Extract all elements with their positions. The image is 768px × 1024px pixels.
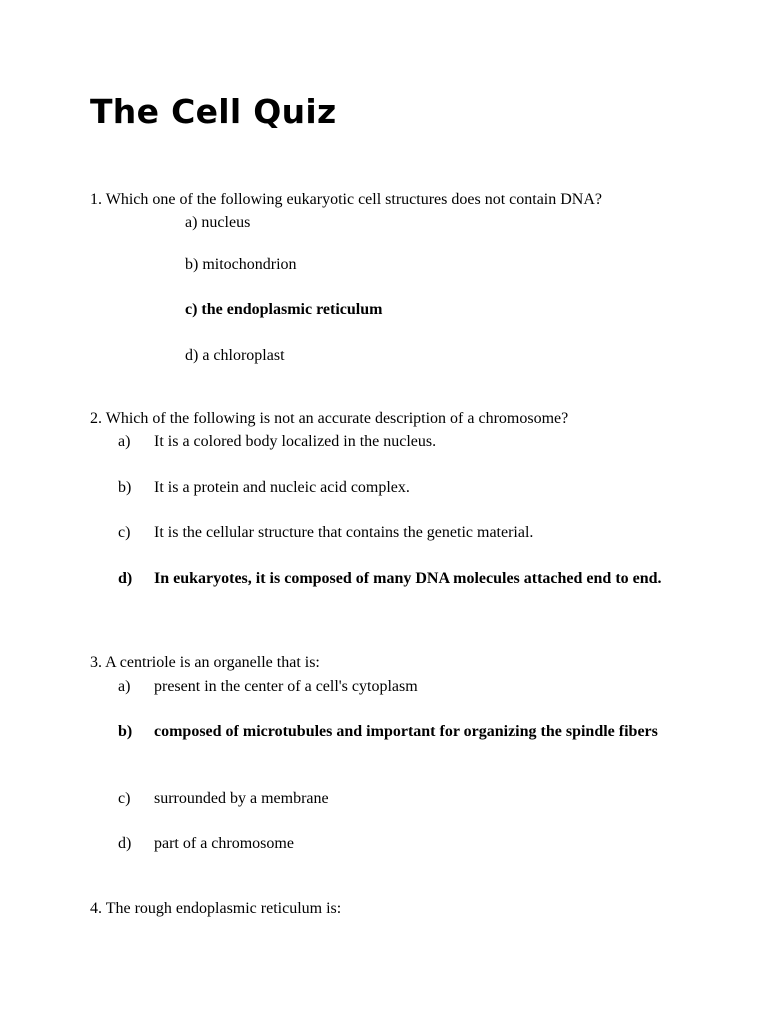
question-3-option-c	[118, 788, 678, 830]
question-3-option-b	[118, 721, 678, 763]
question-1-option-c: c) the endoplasmic reticulum	[185, 301, 383, 318]
option-text: It is the cellular structure that contains the genetic material.	[154, 524, 534, 541]
option-text: In eukaryotes, it is composed of many DNA molecules attached end to end.	[154, 570, 662, 587]
option-label: d)	[118, 570, 133, 587]
option-label: b)	[118, 479, 132, 496]
question-1-option-a: a) nucleus	[185, 214, 251, 231]
option-label: d)	[118, 835, 132, 852]
option-label: b)	[118, 723, 133, 740]
option-text: It is a protein and nucleic acid complex.	[154, 479, 410, 496]
question-2: 2. Which of the following is not an accurate description of a chromosome?	[90, 410, 569, 427]
question-4: 4. The rough endoplasmic reticulum is:	[90, 900, 342, 917]
question-2-option-c	[118, 522, 678, 564]
option-label: a)	[118, 678, 131, 695]
question-3-option-a	[118, 676, 678, 718]
option-text: present in the center of a cell's cytoplasm	[154, 678, 418, 695]
question-2-option-d	[118, 568, 678, 610]
option-label: c)	[118, 524, 131, 541]
question-3: 3. A centriole is an organelle that is:	[90, 654, 320, 671]
question-1-option-b: b) mitochondrion	[185, 256, 297, 273]
option-text: part of a chromosome	[154, 835, 294, 852]
question-3-option-d	[118, 833, 678, 875]
option-text: composed of microtubules and important for organizing the spindle fibers	[154, 723, 658, 740]
question-1-option-d: d) a chloroplast	[185, 347, 285, 364]
question-2-option-a	[118, 431, 678, 473]
page-title: The Cell Quiz	[90, 92, 337, 131]
option-text: surrounded by a membrane	[154, 790, 329, 807]
option-label: a)	[118, 433, 131, 450]
question-2-option-b	[118, 477, 678, 519]
question-1: 1. Which one of the following eukaryotic cell structures does not contain DNA?	[90, 191, 603, 208]
option-text: It is a colored body localized in the nucleus.	[154, 433, 437, 450]
option-label: c)	[118, 790, 131, 807]
